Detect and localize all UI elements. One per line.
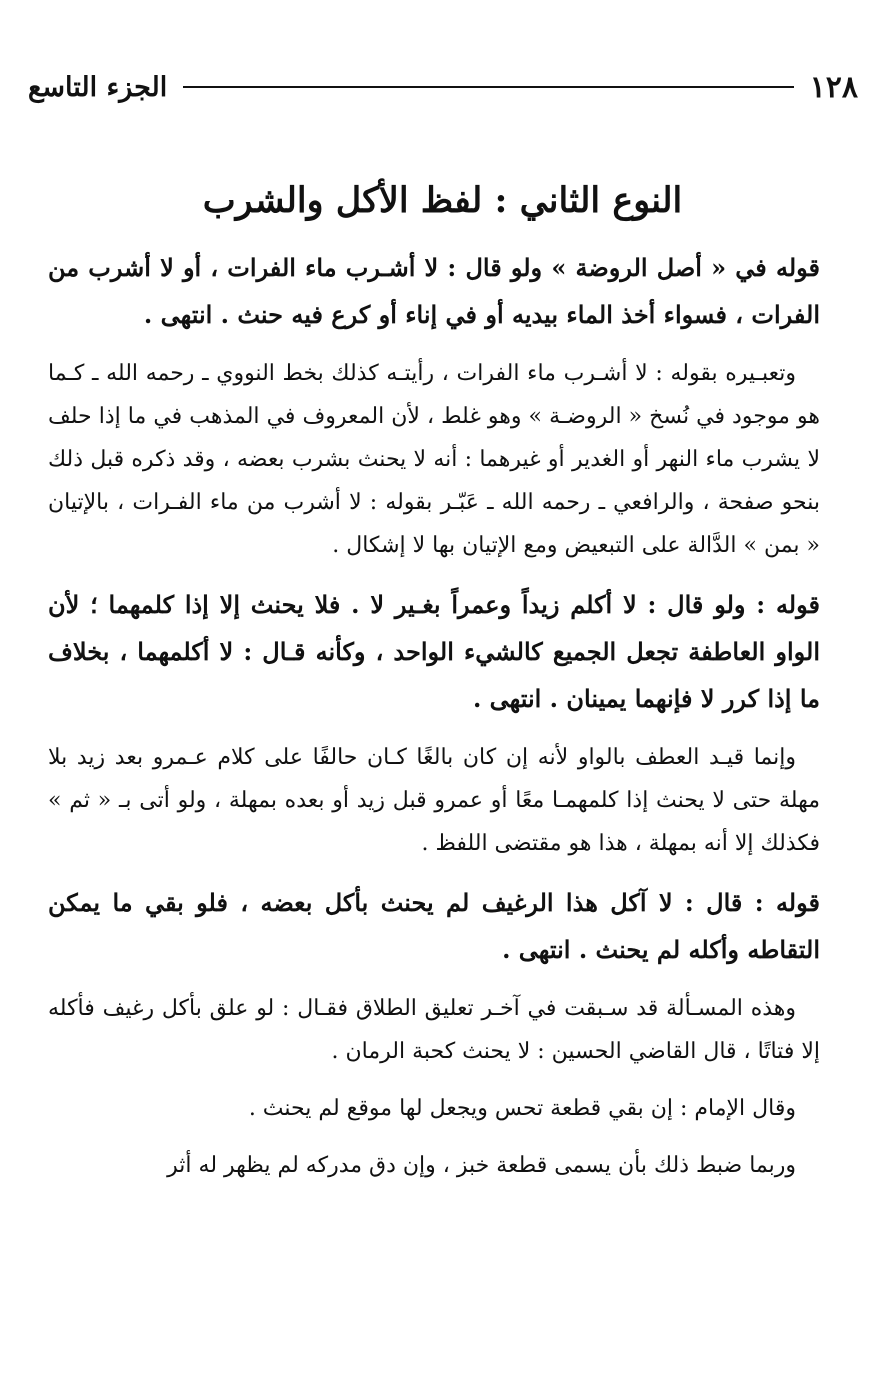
section-heading: النوع الثاني : لفظ الأكل والشرب bbox=[202, 180, 683, 221]
running-header bbox=[28, 62, 858, 112]
commentary-paragraph: وربما ضبط ذلك بأن يسمى قطعة خبز ، وإن دق مدركه لم يظهر له أثر bbox=[167, 1153, 796, 1178]
volume-title: الجزء التاسع bbox=[28, 71, 168, 103]
commentary-paragraph: وإنما قيـد العطف بالواو لأنه إن كان بالغًا كـان حالفًا على كلام عـمرو بعد زيد بلا مهلة حتى لا يحنث إذا كلمهمـا معًا أو عمرو قبل زيد أو بعده بمهلة ، ولو أتى بـ « ثم » فكذلك إلا أنه بمهلة ، هذا هو مقتضى اللفظ . bbox=[48, 745, 820, 856]
quote-paragraph: قوله في « أصل الروضة » ولو قال : لا أشـرب ماء الفرات ، أو لا أشرب من الفرات ، فسواء أخذ الماء بيديه أو في إناء أو كرع فيه حنث . انتهى . bbox=[48, 253, 820, 329]
quote-paragraph: قوله : قال : لا آكل هذا الرغيف لم يحنث بأكل بعضه ، فلو بقي ما يمكن التقاطه وأكله لم يحنث . انتهى . bbox=[48, 888, 820, 964]
commentary-paragraph: وتعبـيره بقوله : لا أشـرب ماء الفرات ، رأيتـه كذلك بخط النووي ـ رحمه الله ـ كـما هو موجود في نُسخ « الروضـة » وهو غلط ، لأن المعروف في المذهب في ما إذا حلف لا يشرب ماء النهر أو الغدير أو غيرهما : أنه لا يحنث بشرب بعضه ، وقد ذكره قبل ذلك بنحو صفحة ، والرافعي ـ رحمه الله ـ عَبّـر بقوله : لا أشرب من ماء الفـرات ، بالإتيان « بمن » الدَّالة على التبعيض ومع الإتيان بها لا إشكال . bbox=[48, 361, 820, 558]
quote-paragraph: قوله : ولو قال : لا أكلم زيداً وعمراً بغـير لا . فلا يحنث إلا إذا كلمهما ؛ لأن الواو العاطفة تجعل الجميع كالشيء الواحد ، وكأنه قـال : لا أكلمهما ، بخلاف ما إذا كرر لا فإنهما يمينان . انتهى . bbox=[48, 590, 820, 713]
page-number: ١٢٨ bbox=[809, 69, 858, 105]
commentary-paragraph: وقال الإمام : إن بقي قطعة تحس ويجعل لها موقع لم يحنث . bbox=[248, 1096, 796, 1121]
header-rule bbox=[183, 86, 793, 88]
commentary-paragraph: وهذه المسـألة قد سـبقت في آخـر تعليق الطلاق فقـال : لو علق بأكل رغيف فأكله إلا فتاتًا ، قال القاضي الحسين : لا يحنث كحبة الرمان . bbox=[48, 996, 820, 1064]
body-text bbox=[48, 244, 820, 1201]
